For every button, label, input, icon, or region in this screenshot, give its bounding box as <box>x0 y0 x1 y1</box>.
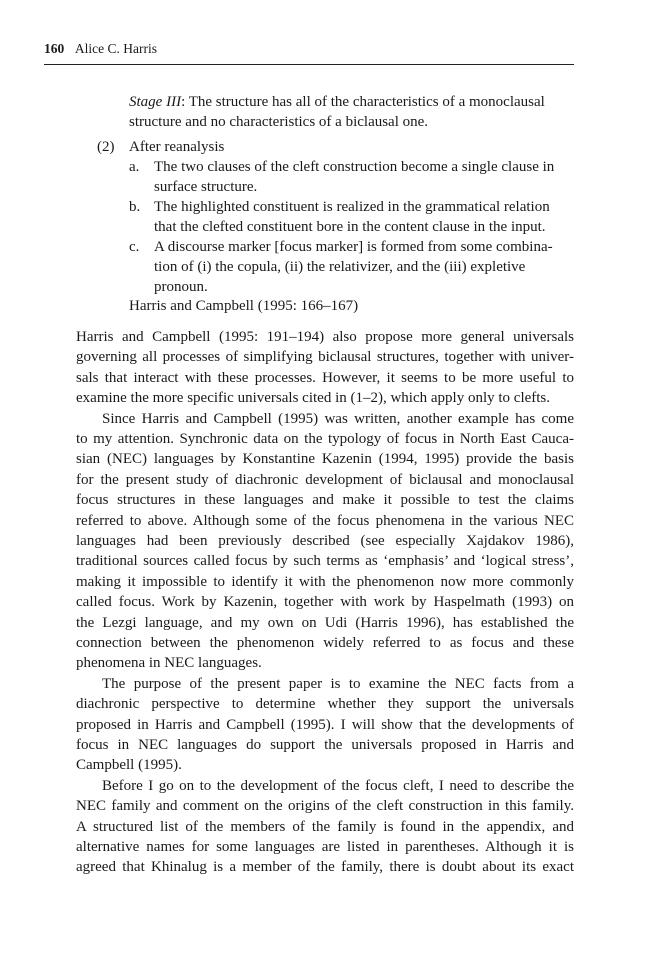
example-citation: Harris and Campbell (1995: 166–167) <box>129 298 359 314</box>
text-line: A structured list of the members of the family is found in the appendix, and <box>76 818 574 835</box>
text-line: making it impossible to identify it with the phenomenon now more commonly <box>76 573 574 590</box>
text-line: phenomena in NEC languages. <box>76 655 262 672</box>
text-line: NEC family and comment on the origins of the cleft construction in this family. <box>76 798 574 815</box>
paragraph-1 <box>76 327 574 409</box>
item-c-line1: A discourse marker [focus marker] is formed from some combina- <box>154 239 553 255</box>
text-line: sian (NEC) languages by Konstantine Kazenin (1994, 1995) provide the basis <box>76 451 574 468</box>
item-b-marker: b. <box>129 199 141 215</box>
stage3-line2: structure and no characteristics of a biclausal one. <box>129 114 429 130</box>
text-line: the Lezgi language, and my own on Udi (Harris 1996), has established the <box>76 614 574 631</box>
stage3-label: Stage III <box>129 94 182 110</box>
item-a-line2: surface structure. <box>154 179 258 195</box>
example-heading: After reanalysis <box>129 139 225 155</box>
running-author: Alice C. Harris <box>74 41 157 56</box>
text-line: Harris and Campbell (1995: 191–194) also propose more general universals <box>76 329 574 345</box>
text-line: for the present study of diachronic development of biclausal and monoclausal <box>76 471 574 488</box>
text-line: called focus. Work by Kazenin, together with work by Haspelmath (1993) on <box>76 594 574 611</box>
page-number: 160 <box>44 41 65 56</box>
text-line: referred to above. Although some of the focus phenomena in the various NEC <box>76 512 574 529</box>
item-c-marker: c. <box>129 239 140 255</box>
stage3-text: : The structure has all of the characteristics of a monoclausal <box>181 94 545 110</box>
text-line: examine the more specific universals cited in (1–2), which apply only to clefts. <box>76 390 551 407</box>
text-line: Before I go on to the development of the focus cleft, I need to describe the <box>102 777 574 794</box>
item-b-line2: that the clefted constituent bore in the content clause in the input. <box>154 219 546 235</box>
text-line: governing all processes of simplifying biclausal structures, together with univer- <box>76 349 574 366</box>
paragraph-4 <box>76 776 574 878</box>
text-line: The purpose of the present paper is to examine the NEC facts from a <box>102 675 574 692</box>
text-line: diachronic perspective to determine whether they support the universals <box>76 696 574 713</box>
text-line: traditional sources called focus by such terms as ‘emphasis’ and ‘logical stress’, <box>76 553 574 570</box>
text-line: alternative names for some languages are listed in parentheses. Although it is <box>76 838 574 855</box>
paragraph-3 <box>76 674 574 776</box>
text-line: languages had been previously described (see especially Xajdakov 1986), <box>76 532 574 549</box>
text-line: to my attention. Synchronic data on the typology of focus in North East Cauca- <box>76 430 574 447</box>
text-line: sals that interact with these processes. However, it seems to be more useful to <box>76 369 574 386</box>
text-line: focus in NEC languages do support the universals proposed in Harris and <box>76 736 574 753</box>
item-b-line1: The highlighted constituent is realized in the grammatical relation <box>154 199 550 215</box>
text-line: Since Harris and Campbell (1995) was written, another example has come <box>102 410 574 427</box>
item-a-line1: The two clauses of the cleft construction become a single clause in <box>154 159 555 175</box>
running-header <box>44 38 574 65</box>
text-line: connection between the phenomenon widely referred to as focus and these <box>76 634 574 651</box>
paragraph-2 <box>76 409 574 674</box>
item-c-line3: pronoun. <box>154 279 208 295</box>
text-line: agreed that Khinalug is a member of the family, there is doubt about its exact <box>76 859 574 876</box>
text-line: Campbell (1995). <box>76 757 182 774</box>
text-line: focus structures in these languages and make it possible to test the claims <box>76 492 574 509</box>
example-number: (2) <box>97 139 115 155</box>
stage3-line1 <box>129 92 545 112</box>
item-a-marker: a. <box>129 159 140 175</box>
item-c-line2: tion of (i) the copula, (ii) the relativizer, and the (iii) expletive <box>154 259 526 275</box>
text-line: proposed in Harris and Campbell (1995). I will show that the developments of <box>76 716 574 733</box>
